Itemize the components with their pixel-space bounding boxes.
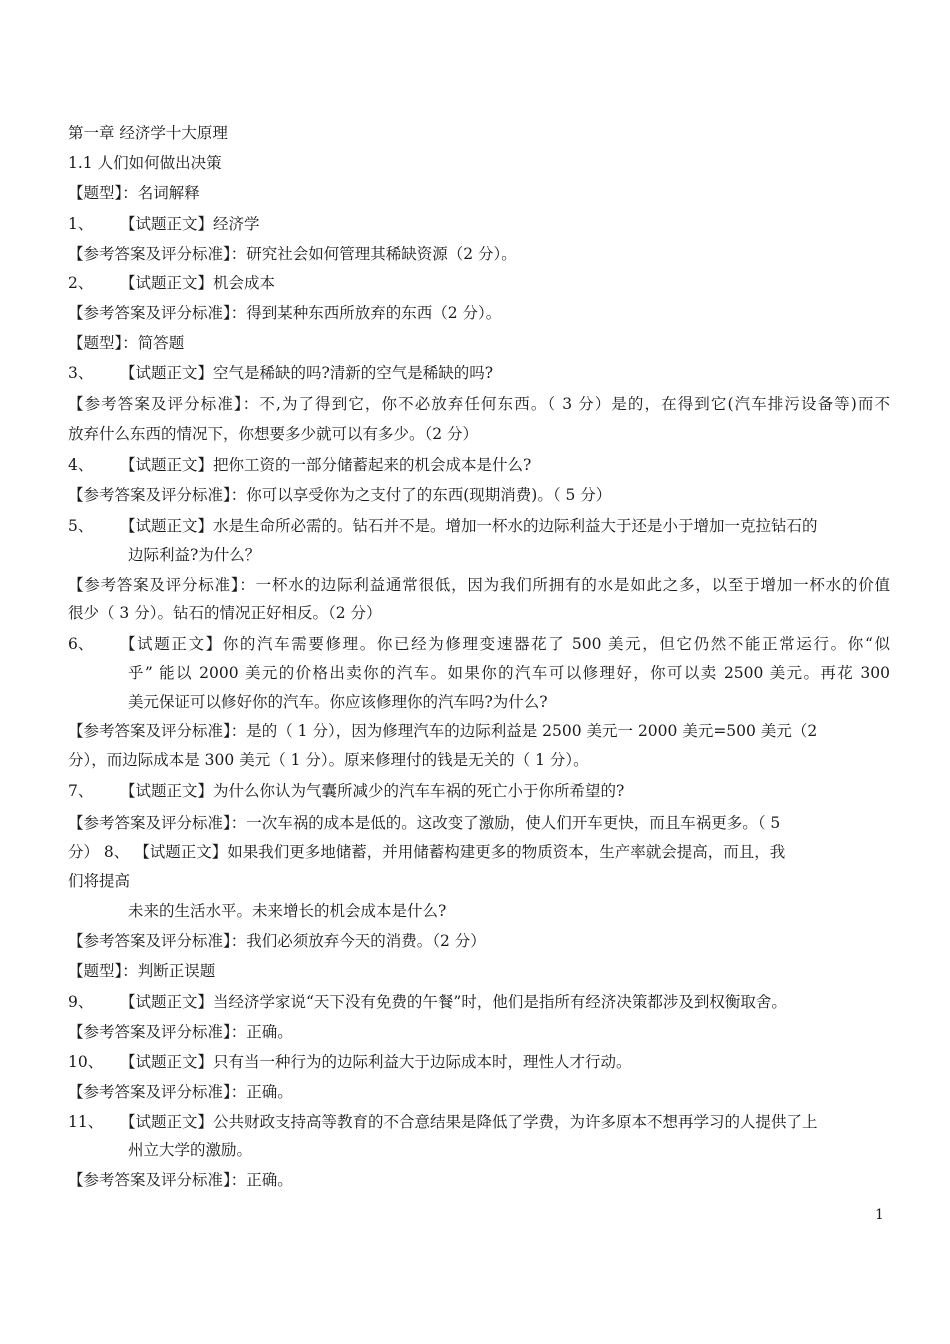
question-text: 【试题正文】你的汽车需要修理。你已经为修理变速器花了 500 美元，但它仍然不能正常运行。你“似 <box>120 635 890 653</box>
section-title: 1.1 人们如何做出决策 <box>68 154 222 172</box>
answer-text-cont: 放弃什么东西的情况下，你想要多少就可以有多少。（2 分） <box>68 425 479 443</box>
question-number: 6、 <box>68 635 94 653</box>
question-text: 【试题正文】把你工资的一部分储蓄起来的机会成本是什么? <box>120 456 532 474</box>
question-text-cont: 未来的生活水平。未来增长的机会成本是什么? <box>128 902 447 920</box>
answer-text: 【参考答案及评分标准】：你可以享受你为之支付了的东西(现期消费)。（ 5 分） <box>68 486 612 504</box>
answer-text: 【参考答案及评分标准】：正确。 <box>68 1171 293 1189</box>
question-number: 2、 <box>68 274 94 292</box>
question-number: 11、 <box>68 1113 104 1131</box>
question-text: 【试题正文】公共财政支持高等教育的不合意结果是降低了学费，为许多原本不想再学习的人提供了上 <box>120 1113 818 1131</box>
question-text-cont: 州立大学的激励。 <box>128 1141 253 1159</box>
answer-text: 【参考答案及评分标准】：得到某种东西所放弃的东西（2 分）。 <box>68 304 502 322</box>
question-text: 【试题正文】水是生命所必需的。钻石并不是。增加一杯水的边际利益大于还是小于增加一克拉钻石的 <box>120 517 818 535</box>
question-number: 9、 <box>68 993 94 1011</box>
answer-text-cont: 很少（ 3 分）。钻石的情况正好相反。（2 分） <box>68 604 382 622</box>
question-number: 3、 <box>68 364 94 382</box>
question-number: 4、 <box>68 456 94 474</box>
question-text: 【试题正文】只有当一种行为的边际利益大于边际成本时，理性人才行动。 <box>120 1053 632 1071</box>
answer-text: 【参考答案及评分标准】：一次车祸的成本是低的。这改变了激励，使人们开车更快，而且车祸更多。（ 5 <box>68 814 781 832</box>
question-text-cont: 乎” 能以 2000 美元的价格出卖你的汽车。如果你的汽车可以修理好，你可以卖 2500 美元。再花 300 <box>128 664 890 682</box>
question-text: 【试题正文】经济学 <box>120 215 260 233</box>
question-text: 【试题正文】当经济学家说“天下没有免费的午餐”时，他们是指所有经济决策都涉及到权衡取舍。 <box>120 993 787 1011</box>
question-type-heading: 【题型】：简答题 <box>68 334 185 352</box>
question-number: 10、 <box>68 1053 104 1071</box>
answer-text: 【参考答案及评分标准】：正确。 <box>68 1083 293 1101</box>
answer-text-cont: 们将提高 <box>68 872 131 890</box>
question-text: 【试题正文】为什么你认为气囊所减少的汽车车祸的死亡小于你所希望的? <box>120 782 625 800</box>
answer-text: 【参考答案及评分标准】：我们必须放弃今天的消费。（2 分） <box>68 932 486 950</box>
question-text-cont: 边际利益?为什么？ <box>128 546 261 564</box>
chapter-title: 第一章 经济学十大原理 <box>68 124 228 142</box>
question-number: 7、 <box>68 782 94 800</box>
question-type-heading: 【题型】：判断正误题 <box>68 962 216 980</box>
answer-text-cont: 分） 8、 【试题正文】如果我们更多地储蓄，并用储蓄构建更多的物质资本，生产率就会提高，而且，我 <box>68 843 786 861</box>
answer-text: 【参考答案及评分标准】：研究社会如何管理其稀缺资源（2 分）。 <box>68 245 517 263</box>
question-text: 【试题正文】空气是稀缺的吗?清新的空气是稀缺的吗? <box>120 364 494 382</box>
question-number: 1、 <box>68 215 94 233</box>
question-text-cont: 美元保证可以修好你的汽车。你应该修理你的汽车吗?为什么? <box>128 693 548 711</box>
answer-text: 【参考答案及评分标准】：正确。 <box>68 1023 293 1041</box>
question-text: 【试题正文】机会成本 <box>120 274 276 292</box>
page-number: 1 <box>875 1207 884 1223</box>
answer-text: 【参考答案及评分标准】：不,为了得到它，你不必放弃任何东西。（ 3 分）是的，在得到它(汽车排污设备等)而不 <box>68 395 890 413</box>
question-number: 5、 <box>68 517 94 535</box>
question-type-heading: 【题型】：名词解释 <box>68 184 200 202</box>
answer-text: 【参考答案及评分标准】：一杯水的边际利益通常很低，因为我们所拥有的水是如此之多，以至于增加一杯水的价值 <box>68 576 890 594</box>
answer-text-cont: 分），而边际成本是 300 美元（ 1 分）。原来修理付的钱是无关的（ 1 分）。 <box>68 751 589 769</box>
answer-text: 【参考答案及评分标准】：是的（ 1 分），因为修理汽车的边际利益是 2500 美元一 2000 美元=500 美元（2 <box>68 722 818 740</box>
